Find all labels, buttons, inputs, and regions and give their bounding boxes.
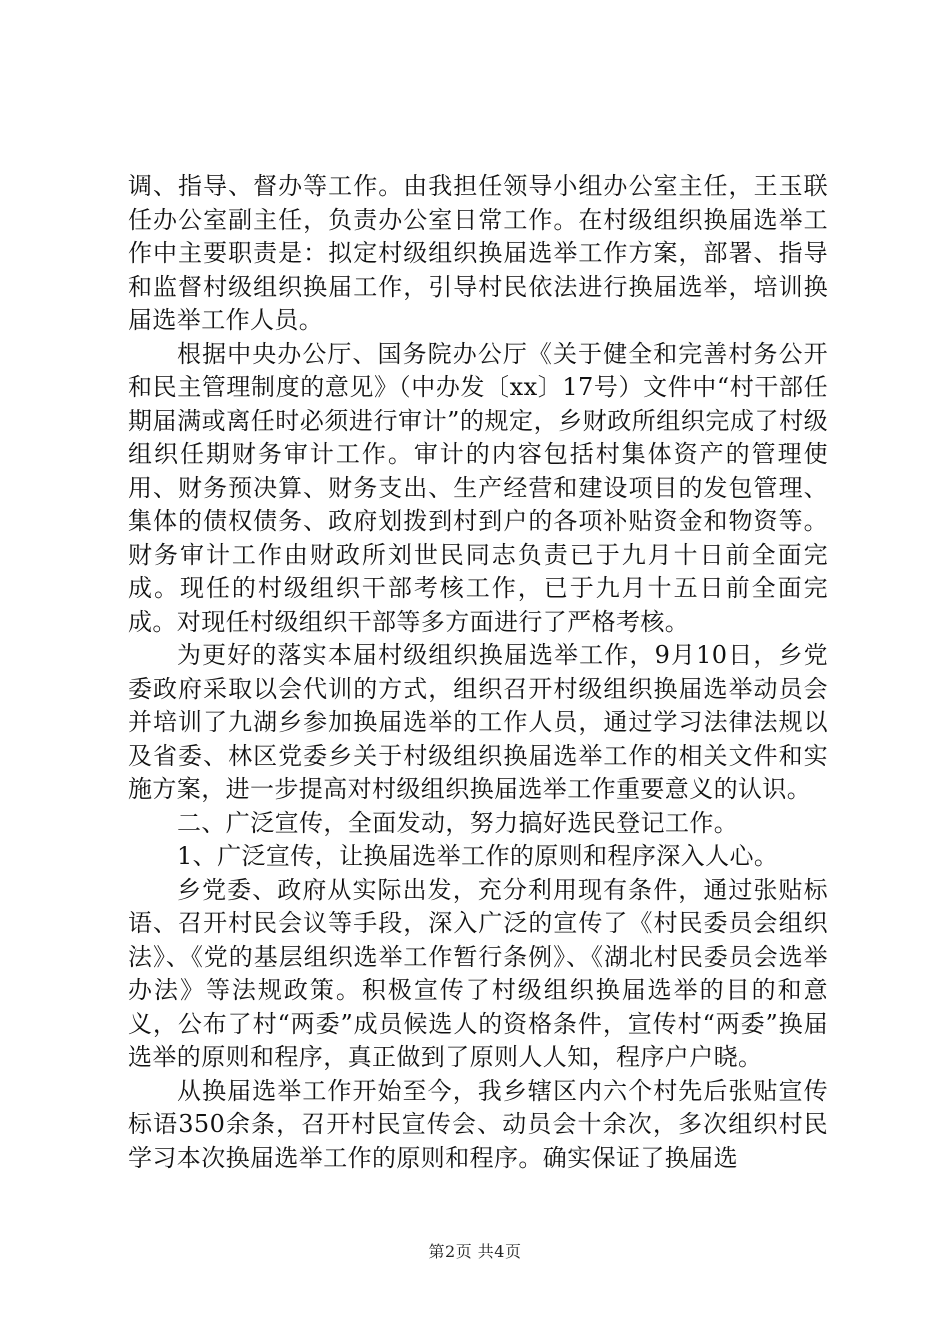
paragraph-audit: 根据中央办公厅、国务院办公厅《关于健全和完善村务公开和民主管理制度的意见》（中办发〔xx〕17号）文件中“村干部任期届满或离任时必须进行审计”的规定，乡财政所组织完成了村级组织任期财务审计工作。审计的内容包括村集体资产的管理使用、财务预决算、财务支出、生产经营和建设项目的发包管理、集体的债权债务、政府划拨到村到户的各项补贴资金和物资等。财务审计工作由财政所刘世民同志负责已于九月十日前全面完成。现任的村级组织干部考核工作，已于九月十五日前全面完成。对现任村级组织干部等多方面进行了严格考核。 xyxy=(128,339,828,636)
paragraph-results: 从换届选举工作开始至今，我乡辖区内六个村先后张贴宣传标语350余条，召开村民宣传会、动员会十余次，多次组织村民学习本次换届选举工作的原则和程序。确实保证了换届选 xyxy=(128,1076,828,1172)
document-body xyxy=(128,170,828,1175)
page-number-footer: 第2页 共4页 xyxy=(428,1242,522,1261)
subsection-heading: 1、广泛宣传，让换届选举工作的原则和程序深入人心。 xyxy=(177,842,779,870)
section-heading: 二、广泛宣传，全面发动，努力搞好选民登记工作。 xyxy=(177,808,739,837)
paragraph-publicity: 乡党委、政府从实际出发，充分利用现有条件，通过张贴标语、召开村民会议等手段，深入广泛的宣传了《村民委员会组织法》、《党的基层组织选举工作暂行条例》、《湖北村民委员会选举办法》等法规政策。积极宣传了村级组织换届选举的目的和意义，公布了村“两委”成员候选人的资格条件，宣传村“两委”换届选举的原则和程序，真正做到了原则人人知，程序户户晓。 xyxy=(128,875,828,1071)
paragraph-continued: 调、指导、督办等工作。由我担任领导小组办公室主任，王玉联任办公室副主任，负责办公室日常工作。在村级组织换届选举工作中主要职责是：拟定村级组织换届选举工作方案，部署、指导和监督村级组织换届工作，引导村民依法进行换届选举，培训换届选举工作人员。 xyxy=(128,172,828,334)
paragraph-training: 为更好的落实本届村级组织换届选举工作，9月10日，乡党委政府采取以会代训的方式，组织召开村级组织换届选举动员会并培训了九湖乡参加换届选举的工作人员，通过学习法律法规以及省委、林区党委乡关于村级组织换届选举工作的相关文件和实施方案，进一步提高对村级组织换届选举工作重要意义的认识。 xyxy=(128,641,828,803)
